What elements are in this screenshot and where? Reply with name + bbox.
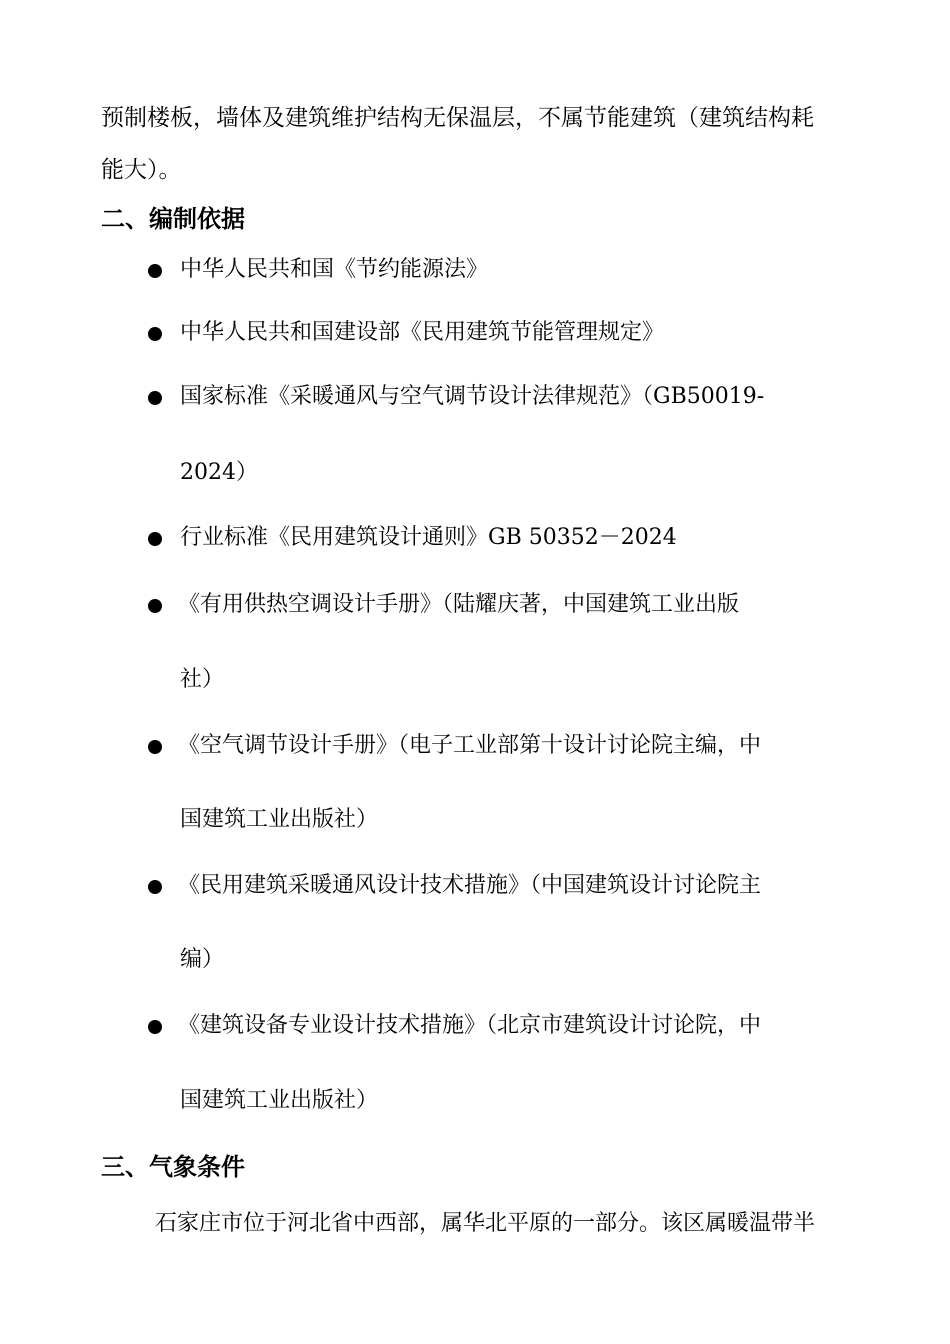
bullet-icon	[148, 391, 162, 405]
bullet-icon	[148, 327, 162, 341]
bullet-icon	[148, 740, 162, 754]
reference-item: 中华人民共和国建设部《民用建筑节能管理规定》	[180, 320, 665, 345]
reference-item-continuation: 国建筑工业出版社）	[180, 1088, 379, 1113]
reference-item: 《有用供热空调设计手册》（陆耀庆著，中国建筑工业出版	[178, 592, 740, 617]
section-3-heading: 三、气象条件	[101, 1153, 245, 1181]
bullet-icon	[148, 1020, 162, 1034]
intro-line-2: 能大）。	[101, 157, 182, 183]
bullet-icon	[148, 264, 162, 278]
intro-line-1: 预制楼板，墙体及建筑维护结构无保温层，不属节能建筑（建筑结构耗	[101, 105, 814, 131]
reference-item-continuation: 国建筑工业出版社）	[180, 807, 379, 832]
bullet-icon	[148, 532, 162, 546]
reference-item-continuation: 编）	[180, 947, 225, 972]
reference-item: 《建筑设备专业设计技术措施》（北京市建筑设计讨论院，中	[178, 1013, 762, 1038]
bullet-icon	[148, 880, 162, 894]
reference-item-continuation: 2024）	[180, 460, 258, 485]
bullet-icon	[148, 599, 162, 613]
reference-item: 中华人民共和国《节约能源法》	[180, 257, 489, 282]
reference-item: 国家标准《采暖通风与空气调节设计法律规范》（GB50019-	[180, 384, 765, 409]
reference-item-continuation: 社）	[180, 667, 225, 692]
reference-item: 行业标准《民用建筑设计通则》GB 50352－2024	[180, 525, 677, 550]
section-3-paragraph: 石家庄市位于河北省中西部，属华北平原的一部分。该区属暖温带半	[155, 1211, 816, 1236]
reference-item: 《空气调节设计手册》（电子工业部第十设计讨论院主编，中	[178, 733, 762, 758]
section-2-heading: 二、编制依据	[101, 205, 245, 233]
reference-item: 《民用建筑采暖通风设计技术措施》（中国建筑设计讨论院主	[178, 873, 762, 898]
